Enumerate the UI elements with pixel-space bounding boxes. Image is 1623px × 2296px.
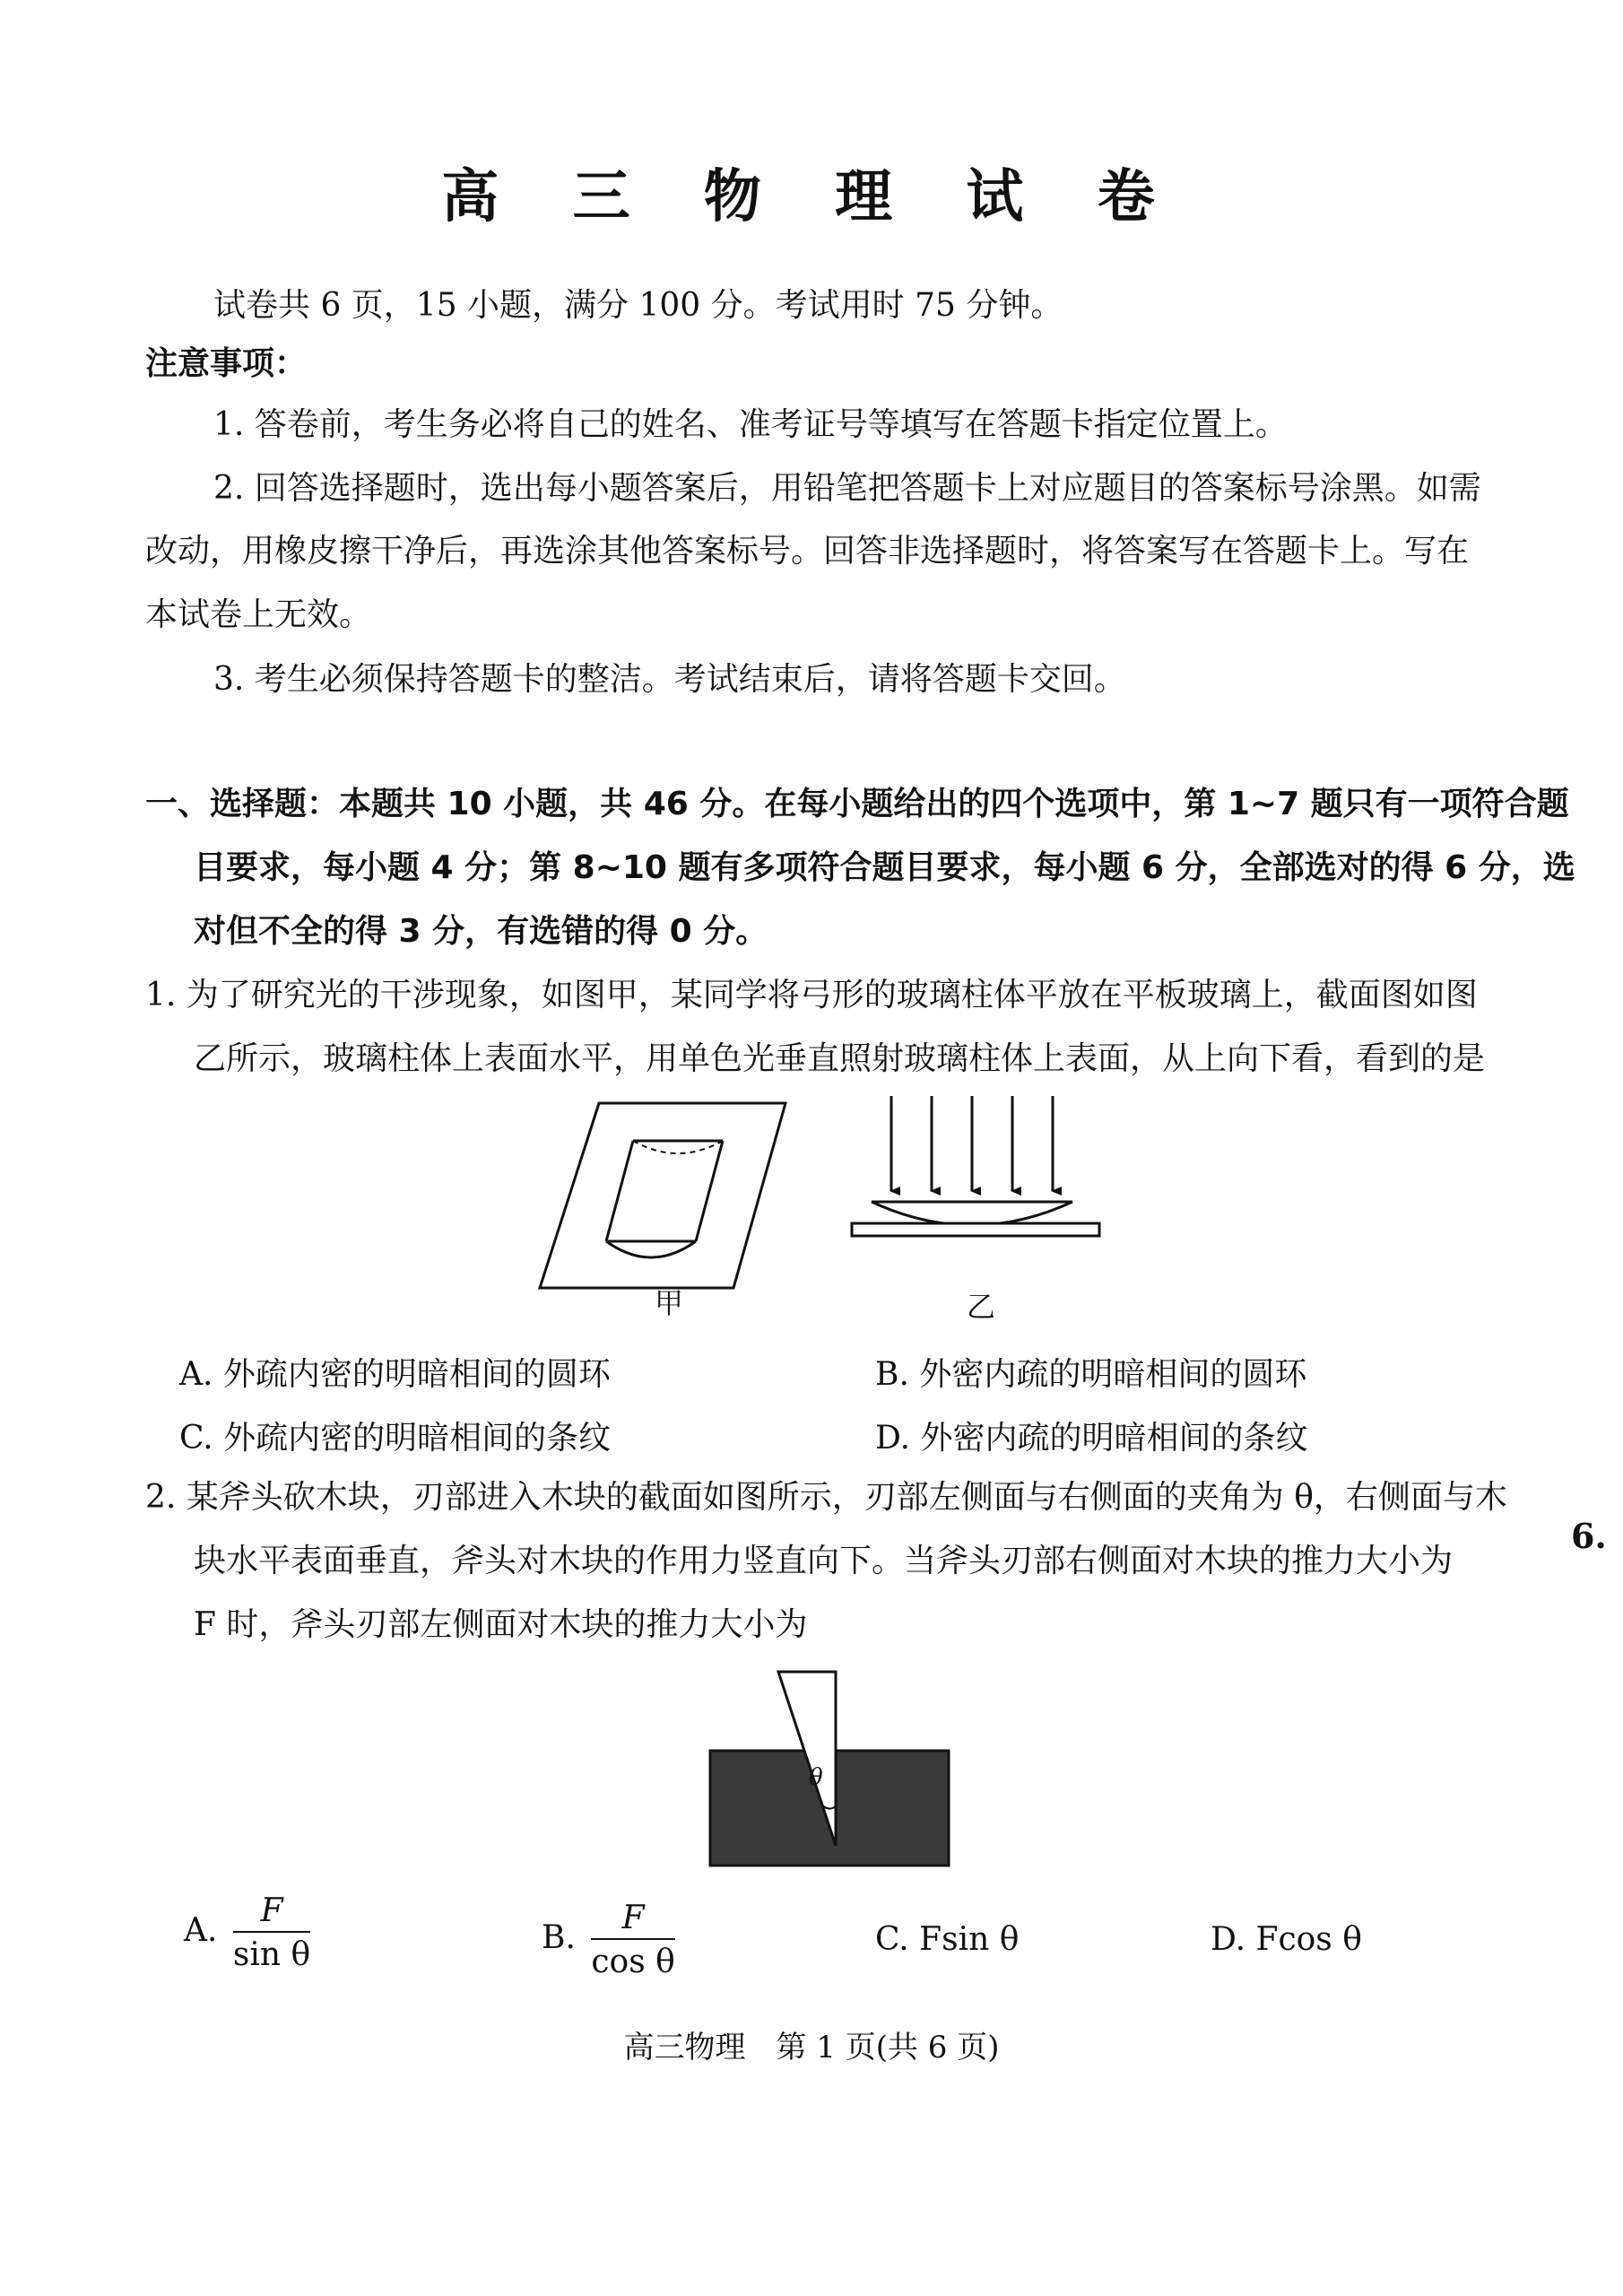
notice-2: 2. 回答选择题时，选出每小题答案后，用铅笔把答题卡上对应题目的答案标号涂黑。如需 <box>213 470 1481 507</box>
q2-option-a-denominator: sin θ <box>232 1936 311 1973</box>
q2-line-2: 块水平表面垂直，斧头对木块的作用力竖直向下。当斧头刃部右侧面对木块的推力大小为 <box>194 1543 1454 1579</box>
q2-option-b-numerator: F <box>591 1900 674 1940</box>
q2-option-a-fraction <box>233 1892 310 1973</box>
q2-option-b-denominator: cos θ <box>591 1944 675 1980</box>
q2-option-b-fraction <box>591 1900 674 1980</box>
margin-number: 6. <box>1571 1516 1607 1556</box>
q2-option-b <box>542 1900 675 1980</box>
q2-option-a-label: A. <box>184 1912 218 1949</box>
notice-heading: 注意事项： <box>145 345 308 382</box>
q2-line-3: F 时，斧头刃部左侧面对木块的推力大小为 <box>194 1606 808 1643</box>
figure-yi-label: 乙 <box>967 1290 996 1324</box>
q1-line-1: 1. 为了研究光的干涉现象，如图甲，某同学将弓形的玻璃柱体平放在平板玻璃上，截面图如图 <box>145 977 1478 1013</box>
angle-label: θ <box>809 1764 823 1791</box>
notice-2-cont: 改动，用橡皮擦干净后，再选涂其他答案标号。回答非选择题时，将答案写在答题卡上。写在 <box>145 533 1470 570</box>
q2-line-1: 2. 某斧头砍木块，刃部进入木块的截面如图所示，刃部左侧面与右侧面的夹角为 θ，右侧面与木 <box>145 1479 1507 1516</box>
figure-jia-label: 甲 <box>655 1286 684 1320</box>
section1-line-2: 目要求，每小题 4 分；第 8~10 题有多项符合题目要求，每小题 6 分，全部选对的得 6 分，选 <box>194 849 1575 886</box>
q2-option-b-label: B. <box>542 1919 576 1956</box>
notice-2-end: 本试卷上无效。 <box>145 596 372 633</box>
q1-option-a: A. 外疏内密的明暗相间的圆环 <box>179 1356 611 1393</box>
section1-line-3: 对但不全的得 3 分，有选错的得 0 分。 <box>194 913 768 950</box>
q2-option-a <box>184 1892 310 1973</box>
q1-option-d: D. 外密内疏的明暗相间的条纹 <box>875 1420 1308 1457</box>
figure-yi <box>846 1094 1107 1243</box>
page-footer: 高三物理 第 1 页(共 6 页) <box>623 2030 1000 2066</box>
q2-option-d: D. Fcos θ <box>1211 1921 1362 1958</box>
q1-option-c: C. 外疏内密的明暗相间的条纹 <box>179 1420 612 1457</box>
figure-jia <box>538 1101 789 1299</box>
intro-text: 试卷共 6 页，15 小题，满分 100 分。考试用时 75 分钟。 <box>213 287 1063 324</box>
q2-option-c: C. Fsin θ <box>875 1921 1020 1958</box>
q1-line-2: 乙所示，玻璃柱体上表面水平，用单色光垂直照射玻璃柱体上表面，从上向下看，看到的是 <box>194 1040 1486 1077</box>
figure-axe <box>708 1670 959 1869</box>
page-title: 高 三 物 理 试 卷 <box>441 164 1182 230</box>
q2-option-a-numerator: F <box>233 1892 310 1933</box>
section1-line-1: 一、选择题：本题共 10 小题，共 46 分。在每小题给出的四个选项中，第 1~7 题只有一项符合题 <box>145 786 1569 822</box>
q1-option-b: B. 外密内疏的明暗相间的圆环 <box>875 1356 1307 1393</box>
notice-3: 3. 考生必须保持答题卡的整洁。考试结束后，请将答题卡交回。 <box>213 661 1126 698</box>
notice-1: 1. 答卷前，考生务必将自己的姓名、准考证号等填写在答题卡指定位置上。 <box>213 406 1288 443</box>
